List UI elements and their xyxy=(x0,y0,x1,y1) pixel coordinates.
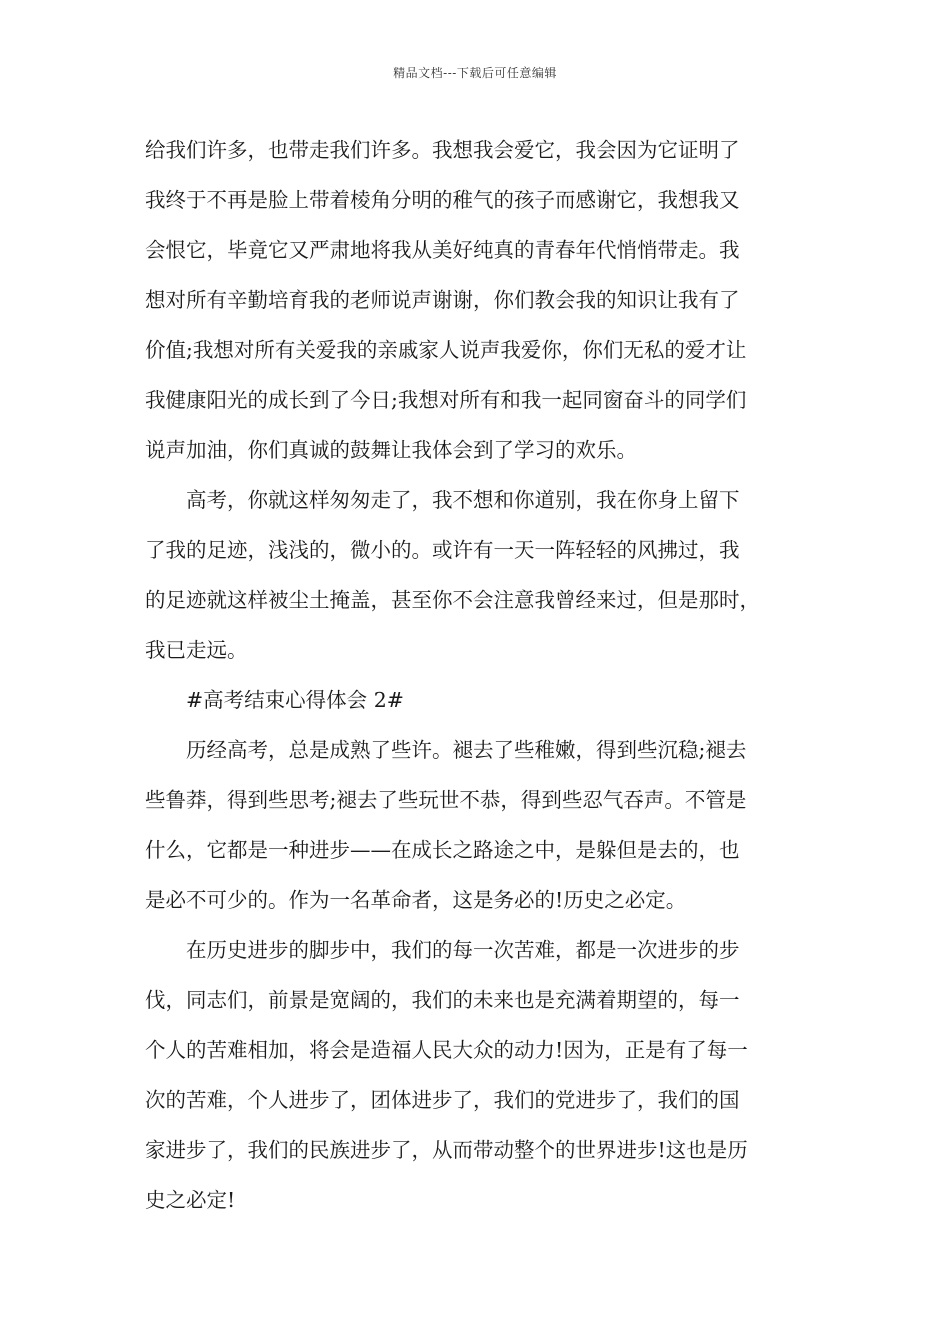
text-line: 我终于不再是脸上带着棱角分明的稚气的孩子而感谢它，我想我又 xyxy=(145,188,740,212)
paragraph-3 xyxy=(145,725,810,925)
text-line: 价值;我想对所有关爱我的亲戚家人说声我爱你，你们无私的爱才让 xyxy=(145,338,747,362)
text-line: 说声加油，你们真诚的鼓舞让我体会到了学习的欢乐。 xyxy=(145,438,637,462)
text-line: 在历史进步的脚步中，我们的每一次苦难，都是一次进步的步 xyxy=(186,938,740,962)
text-line: 是必不可少的。作为一名革命者，这是务必的!历史之必定。 xyxy=(145,888,687,912)
text-line: 的足迹就这样被尘土掩盖，甚至你不会注意我曾经来过，但是那时， xyxy=(145,588,760,612)
text-line: 什么，它都是一种进步——在成长之路途之中，是躲但是去的，也 xyxy=(145,838,740,862)
text-line: 想对所有辛勤培育我的老师说声谢谢，你们教会我的知识让我有了 xyxy=(145,288,740,312)
text-line: 历经高考，总是成熟了些许。褪去了些稚嫩，得到些沉稳;褪去 xyxy=(186,738,747,762)
text-line: 高考，你就这样匆匆走了，我不想和你道别，我在你身上留下 xyxy=(186,488,740,512)
text-line: 次的苦难，个人进步了，团体进步了，我们的党进步了，我们的国 xyxy=(145,1088,740,1112)
text-line: 伐，同志们，前景是宽阔的，我们的未来也是充满着期望的，每一 xyxy=(145,988,740,1012)
section-heading xyxy=(145,675,810,725)
paragraph-4 xyxy=(145,925,810,1225)
document-body xyxy=(145,125,810,1225)
text-line: 我已走远。 xyxy=(145,638,248,662)
text-line: 个人的苦难相加，将会是造福人民大众的动力!因为，正是有了每一 xyxy=(145,1038,748,1062)
text-line: 了我的足迹，浅浅的，微小的。或许有一天一阵轻轻的风拂过，我 xyxy=(145,538,740,562)
paragraph-1 xyxy=(145,125,810,475)
text-line: 史之必定! xyxy=(145,1188,236,1212)
text-line: 我健康阳光的成长到了今日;我想对所有和我一起同窗奋斗的同学们 xyxy=(145,388,747,412)
text-line: 家进步了，我们的民族进步了，从而带动整个的世界进步!这也是历 xyxy=(145,1138,748,1162)
paragraph-2 xyxy=(145,475,810,675)
text-line: 些鲁莽，得到些思考;褪去了些玩世不恭，得到些忍气吞声。不管是 xyxy=(145,788,747,812)
page-header: 精品文档---下载后可任意编辑 xyxy=(393,66,557,80)
text-line: 会恨它，毕竟它又严肃地将我从美好纯真的青春年代悄悄带走。我 xyxy=(145,238,740,262)
text-line: 给我们许多，也带走我们许多。我想我会爱它，我会因为它证明了 xyxy=(145,138,740,162)
heading-text: #高考结束心得体会 2# xyxy=(186,688,404,712)
